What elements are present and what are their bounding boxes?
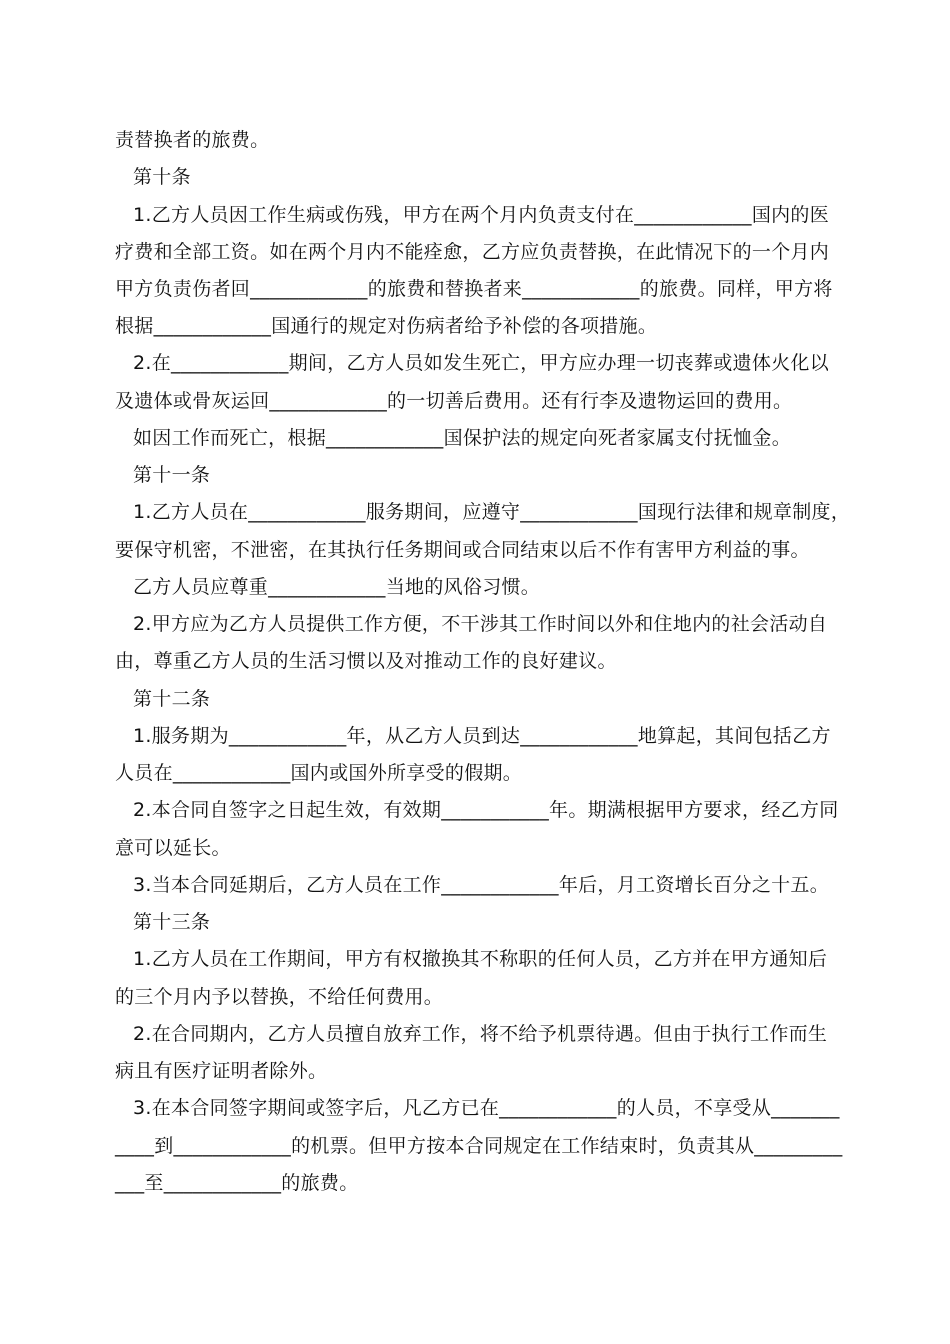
text-line: 3.当本合同延期后，乙方人员在工作____________年后，月工资增长百分之十五。 xyxy=(133,874,830,896)
article-heading: 第十三条 xyxy=(133,911,211,933)
text-line: ____到____________的机票。但甲方按本合同规定在工作结束时，负责其从_________ xyxy=(115,1135,843,1157)
article-heading: 第十一条 xyxy=(133,464,211,486)
text-line: 如因工作而死亡，根据____________国保护法的规定向死者家属支付抚恤金。 xyxy=(133,427,792,449)
text-line: 由，尊重乙方人员的生活习惯以及对推动工作的良好建议。 xyxy=(115,650,617,672)
text-line: 1.服务期为____________年，从乙方人员到达____________地算起，其间包括乙方 xyxy=(133,725,831,747)
text-line: 1.乙方人员在工作期间，甲方有权撤换其不称职的任何人员，乙方并在甲方通知后 xyxy=(133,948,828,970)
text-line: 1.乙方人员因工作生病或伤残，甲方在两个月内负责支付在____________国内的医 xyxy=(133,204,830,226)
text-line: 乙方人员应尊重____________当地的风俗习惯。 xyxy=(133,576,541,598)
text-line: 及遗体或骨灰运回____________的一切善后费用。还有行李及遗物运回的费用。 xyxy=(115,390,793,412)
text-line: 2.甲方应为乙方人员提供工作方便，不干涉其工作时间以外和住地内的社会活动自 xyxy=(133,613,828,635)
text-line: 的三个月内予以替换，不给任何费用。 xyxy=(115,986,444,1008)
text-line: 要保守机密，不泄密，在其执行任务期间或合同结束以后不作有害甲方利益的事。 xyxy=(115,539,810,561)
text-line: 人员在____________国内或国外所享受的假期。 xyxy=(115,762,523,784)
text-line: 2.本合同自签字之日起生效，有效期___________年。期满根据甲方要求，经乙方同 xyxy=(133,799,839,821)
text-line: 责替换者的旅费。 xyxy=(115,129,270,151)
article-heading: 第十二条 xyxy=(133,688,211,710)
text-line: 根据____________国通行的规定对伤病者给予补偿的各项措施。 xyxy=(115,315,658,337)
text-line: 意可以延长。 xyxy=(115,837,231,859)
text-line: 2.在合同期内，乙方人员擅自放弃工作，将不给予机票待遇。但由于执行工作而生 xyxy=(133,1023,828,1045)
text-line: 3.在本合同签字期间或签字后，凡乙方已在____________的人员，不享受从_______ xyxy=(133,1097,840,1119)
article-heading: 第十条 xyxy=(133,166,191,188)
text-line: 1.乙方人员在____________服务期间，应遵守____________国现行法律和规章制度， xyxy=(133,501,851,523)
text-line: ___至____________的旅费。 xyxy=(115,1172,359,1194)
text-line: 疗费和全部工资。如在两个月内不能痊愈，乙方应负责替换，在此情况下的一个月内 xyxy=(115,241,830,263)
text-line: 甲方负责伤者回____________的旅费和替换者来____________的旅费。同样，甲方将 xyxy=(115,278,833,300)
text-line: 2.在____________期间，乙方人员如发生死亡，甲方应办理一切丧葬或遗体火化以 xyxy=(133,352,830,374)
text-line: 病且有医疗证明者除外。 xyxy=(115,1060,328,1082)
